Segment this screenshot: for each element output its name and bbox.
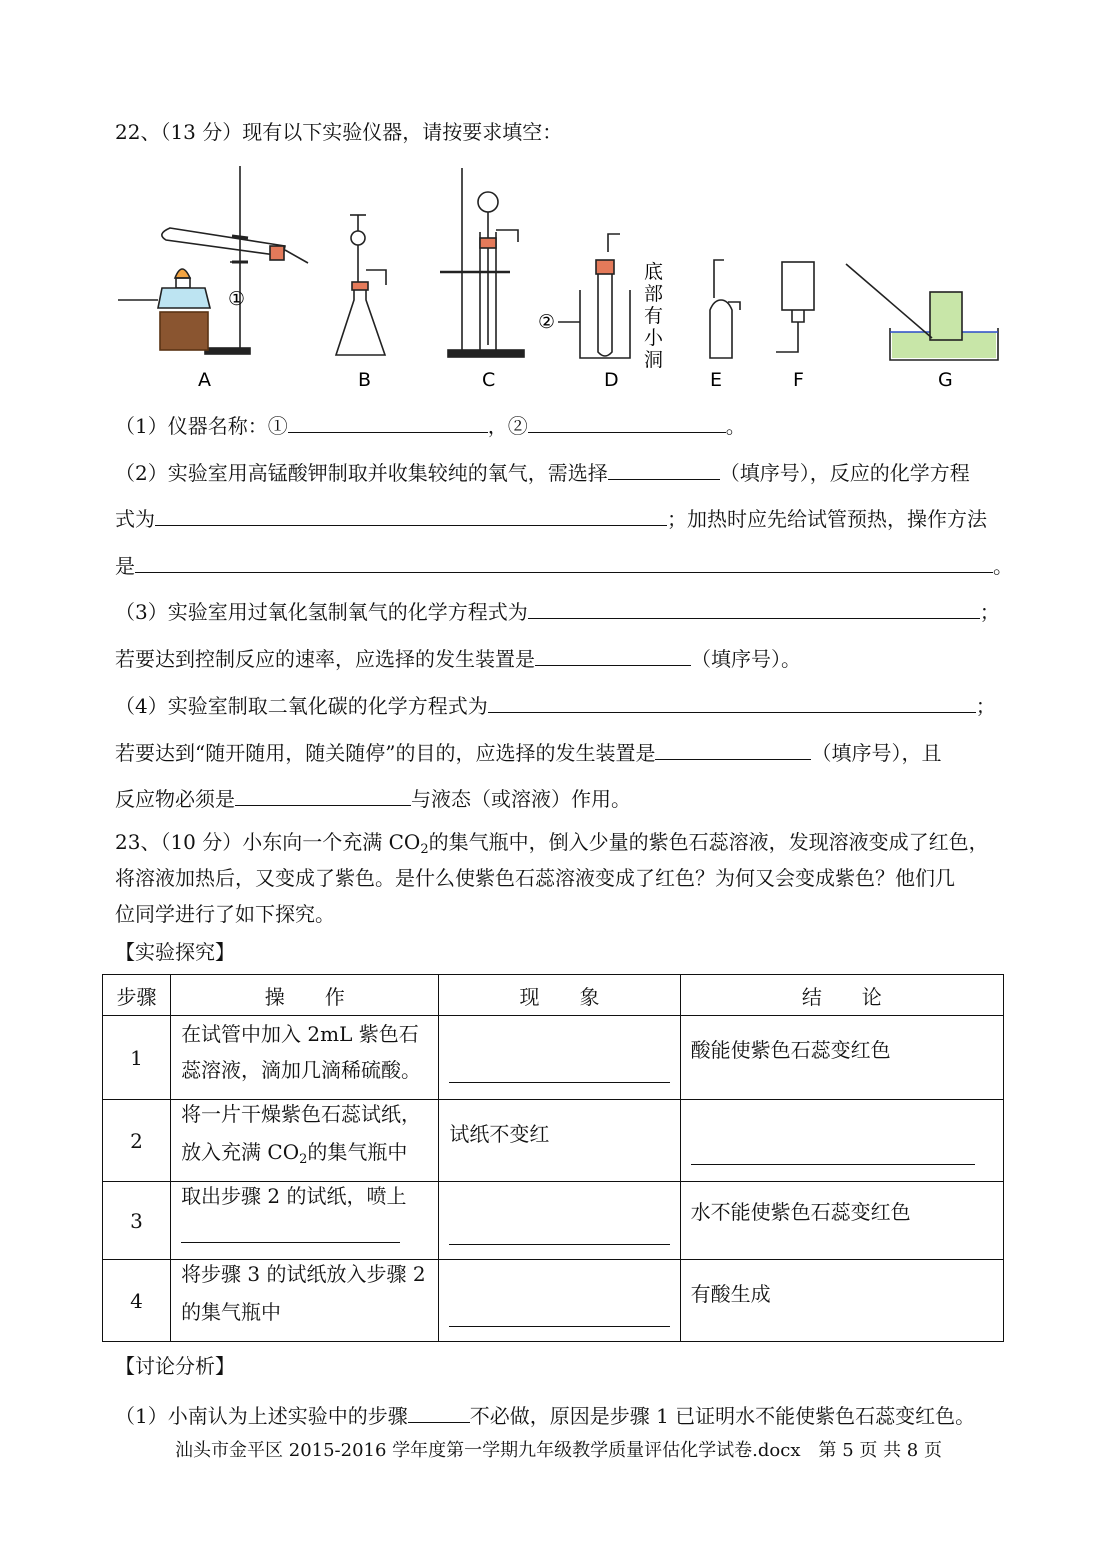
subscript: 2 — [299, 1152, 308, 1167]
text: （3）实验室用过氧化氢制氧气的化学方程式为 — [115, 600, 528, 624]
answer-blank[interactable] — [408, 1400, 470, 1423]
experiment-table — [102, 974, 1004, 1342]
answer-blank[interactable] — [528, 410, 726, 433]
text: 放入充满 CO — [181, 1140, 300, 1164]
text: 若要达到控制反应的速率，应选择的发生装置是 — [115, 647, 535, 671]
answer-blank[interactable] — [181, 1242, 400, 1243]
phenomenon-cell — [439, 1260, 680, 1342]
phenomenon-cell — [439, 1100, 680, 1182]
subscript: 2 — [420, 842, 429, 857]
d-note-char: 部 — [644, 283, 664, 305]
text: 试纸不变红 — [449, 1122, 550, 1146]
label-C: C — [482, 369, 496, 391]
section-experiment: 【实验探究】 — [115, 940, 235, 964]
answer-blank[interactable] — [235, 783, 411, 806]
operation-cell — [171, 1016, 439, 1100]
text: （填序号）。 — [691, 647, 801, 671]
text: 取出步骤 2 的试纸，喷上 — [181, 1184, 407, 1208]
table-row — [103, 1016, 1004, 1100]
q23-intro-2: 将溶液加热后，又变成了紫色。是什么使紫色石蕊溶液变成了红色？为何又会变成紫色？他们几 — [115, 866, 955, 890]
answer-blank[interactable] — [155, 503, 667, 526]
text: ； — [979, 600, 1000, 624]
answer-blank[interactable] — [449, 1244, 669, 1245]
text: （填序号），反应的化学方程 — [719, 461, 970, 485]
answer-blank[interactable] — [449, 1326, 669, 1327]
label-D: D — [604, 369, 619, 391]
q22-part2-line2 — [115, 503, 987, 533]
text: 。 — [725, 414, 746, 438]
text: 反应物必须是 — [115, 787, 235, 811]
phenomenon-cell — [439, 1182, 680, 1260]
step-number: 2 — [103, 1100, 171, 1182]
table-row — [103, 1100, 1004, 1182]
answer-blank[interactable] — [655, 737, 811, 760]
label-B: B — [358, 369, 372, 391]
text: （1）小南认为上述实验中的步骤 — [115, 1404, 408, 1428]
text: （2）实验室用高锰酸钾制取并收集较纯的氧气，需选择 — [115, 461, 608, 485]
answer-blank[interactable] — [608, 457, 720, 480]
q22-part2-line1 — [115, 457, 970, 487]
label-A: A — [198, 369, 211, 391]
answer-blank[interactable] — [449, 1082, 669, 1083]
text: 的集气瓶中 — [307, 1140, 408, 1164]
answer-blank[interactable] — [535, 643, 691, 666]
text: （1）仪器名称：① — [115, 414, 288, 438]
text: 有酸生成 — [690, 1282, 771, 1306]
text: 式为 — [115, 507, 155, 531]
conclusion-cell — [680, 1100, 1003, 1182]
text: （填序号），且 — [811, 741, 942, 765]
marker-1: ① — [228, 288, 246, 310]
q22-part2-line3 — [115, 550, 1013, 580]
q22-part3-line1 — [115, 596, 1000, 626]
text: 与液态（或溶液）作用。 — [411, 787, 631, 811]
text: 将一片干燥紫色石蕊试纸， — [181, 1102, 422, 1126]
label-F: F — [793, 369, 804, 391]
answer-blank[interactable] — [488, 690, 976, 713]
q22-part4-line1 — [115, 690, 996, 720]
q23-discussion-1 — [115, 1400, 975, 1430]
text — [181, 1132, 407, 1172]
text: 的集气瓶中，倒入少量的紫色石蕊溶液，发现溶液变成了红色， — [428, 830, 989, 854]
phenomenon-cell — [439, 1016, 680, 1100]
text: 不必做，原因是步骤 1 已证明水不能使紫色石蕊变红色。 — [469, 1404, 976, 1428]
table-row — [103, 1182, 1004, 1260]
d-note-char: 底 — [644, 261, 664, 283]
label-E: E — [710, 369, 723, 391]
text: 将步骤 3 的试纸放入步骤 2 — [181, 1262, 426, 1286]
text: 若要达到“随开随用，随关随停”的目的，应选择的发生装置是 — [115, 741, 656, 765]
text: 酸能使紫色石蕊变红色 — [690, 1038, 891, 1062]
q23-intro-3: 位同学进行了如下探究。 — [115, 902, 335, 926]
text: 。 — [993, 554, 1013, 578]
text: ，② — [487, 414, 528, 438]
header-step: 步骤 — [103, 975, 171, 1016]
q23-intro-1 — [115, 828, 989, 856]
q22-part4-line2 — [115, 737, 941, 767]
text: 23、（10 分）小东向一个充满 CO — [115, 830, 421, 854]
page-footer: 汕头市金平区 2015-2016 学年度第一学期九年级教学质量评估化学试卷.docx 第 5 页 共 8 页 — [175, 1440, 942, 1461]
text: 的集气瓶中 — [181, 1300, 282, 1324]
step-number: 3 — [103, 1182, 171, 1260]
answer-blank[interactable] — [691, 1164, 975, 1165]
table-row — [103, 1260, 1004, 1342]
table-header-row — [103, 975, 1004, 1016]
header-operation: 操 作 — [171, 975, 439, 1016]
apparatus-figure — [110, 160, 1010, 392]
header-conclusion: 结 论 — [680, 975, 1003, 1016]
text: ；加热时应先给试管预热，操作方法 — [667, 507, 987, 531]
header-phenomenon: 现 象 — [439, 975, 680, 1016]
conclusion-cell — [680, 1182, 1003, 1260]
q22-part3-line2 — [115, 643, 801, 673]
text: 水不能使紫色石蕊变红色 — [690, 1200, 911, 1224]
label-G: G — [938, 369, 953, 391]
q22-part4-line3 — [115, 783, 631, 813]
conclusion-cell — [680, 1016, 1003, 1100]
operation-cell — [171, 1182, 439, 1260]
d-note-char: 有 — [644, 305, 664, 327]
text: 是 — [115, 554, 135, 578]
operation-cell — [171, 1100, 439, 1182]
d-note-char: 小 — [644, 327, 664, 349]
answer-blank[interactable] — [135, 550, 993, 573]
answer-blank[interactable] — [288, 410, 488, 433]
d-note-char: 洞 — [644, 349, 664, 371]
step-number: 4 — [103, 1260, 171, 1342]
marker-2: ② — [538, 311, 556, 333]
answer-blank[interactable] — [528, 596, 980, 619]
text: 在试管中加入 2mL 紫色石 — [181, 1022, 419, 1046]
q22-part1 — [115, 410, 746, 440]
text: ； — [975, 694, 996, 718]
d-note — [644, 261, 664, 371]
q22-title: 22、（13 分）现有以下实验仪器，请按要求填空： — [115, 120, 563, 144]
section-discussion: 【讨论分析】 — [115, 1354, 235, 1378]
text: 蕊溶液，滴加几滴稀硫酸。 — [181, 1058, 422, 1082]
operation-cell — [171, 1260, 439, 1342]
step-number: 1 — [103, 1016, 171, 1100]
conclusion-cell — [680, 1260, 1003, 1342]
text: （4）实验室制取二氧化碳的化学方程式为 — [115, 694, 488, 718]
